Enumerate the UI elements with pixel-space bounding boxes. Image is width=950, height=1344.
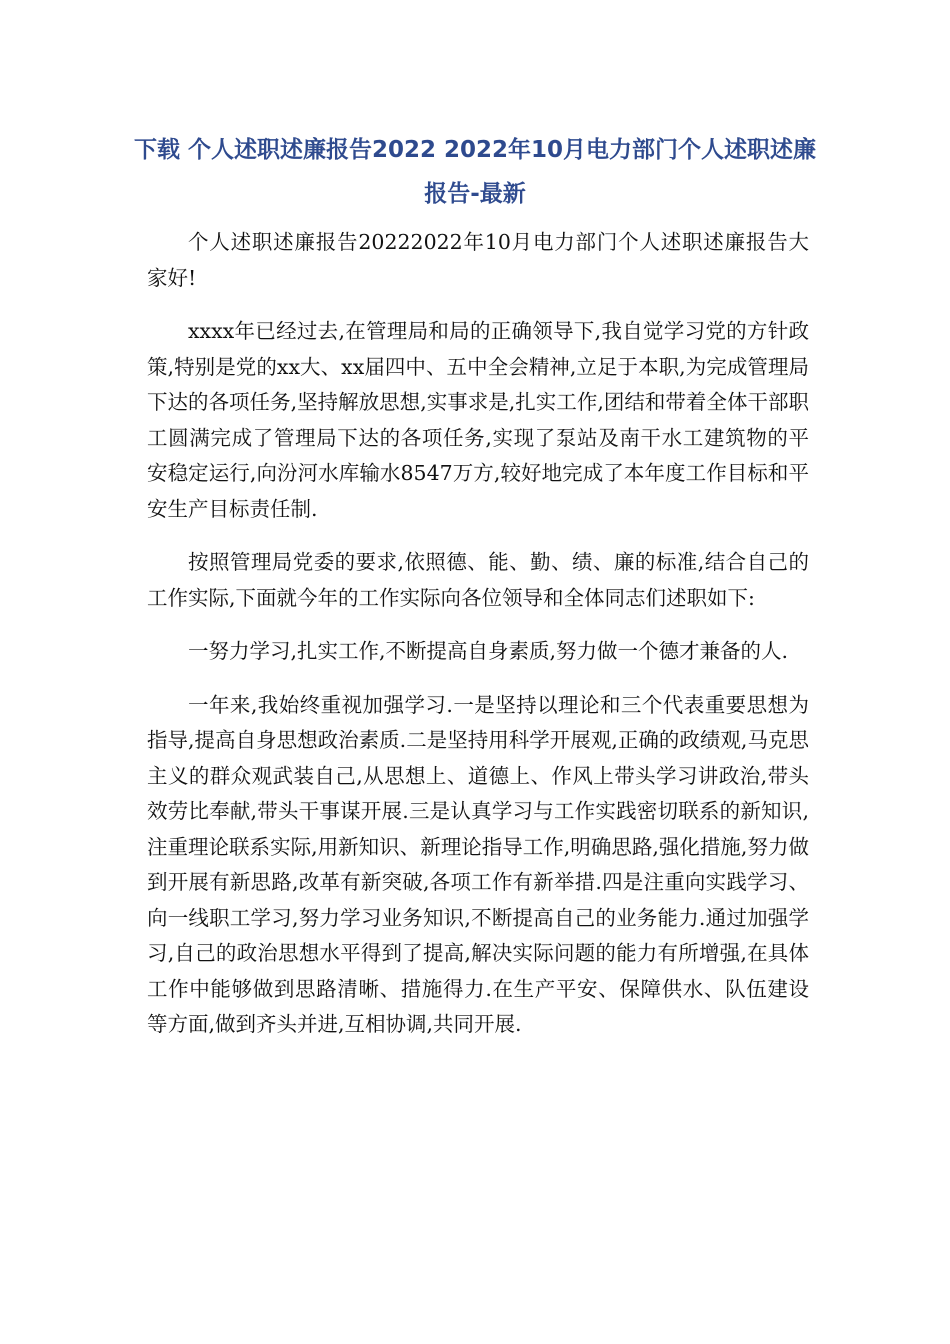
paragraph-section-heading: 一努力学习,扎实工作,不断提高自身素质,努力做一个德才兼备的人. <box>188 639 789 663</box>
document-body <box>147 225 809 1061</box>
document-title: 下载 个人述职述廉报告2022 2022年10月电力部门个人述职述廉报告-最新 <box>133 137 817 207</box>
paragraph-greeting: 个人述职述廉报告20222022年10月电力部门个人述职述廉报告大家好! <box>147 230 809 290</box>
paragraph-summary: xxxx年已经过去,在管理局和局的正确领导下,我自觉学习党的方针政策,特别是党的xx大、xx届四中、五中全会精神,立足于本职,为完成管理局下达的各项任务,坚持解放思想,实事求是,扎实工作,团结和带着全体干部职工圆满完成了管理局下达的各项任务,实现了泵站及南干水工建筑物的平安稳定运行,向汾河水库输水8547万方,较好地完成了本年度工作目标和平安生产目标责任制. <box>147 319 809 521</box>
paragraph-intro: 按照管理局党委的要求,依照德、能、勤、绩、廉的标准,结合自己的工作实际,下面就今年的工作实际向各位领导和全体同志们述职如下: <box>147 550 809 610</box>
paragraph-study: 一年来,我始终重视加强学习.一是坚持以理论和三个代表重要思想为指导,提高自身思想政治素质.二是坚持用科学开展观,正确的政绩观,马克思主义的群众观武装自己,从思想上、道德上、作风上带头学习讲政治,带头效劳比奉献,带头干事谋开展.三是认真学习与工作实践密切联系的新知识,注重理论联系实际,用新知识、新理论指导工作,明确思路,强化措施,努力做到开展有新思路,改革有新突破,各项工作有新举措.四是注重向实践学习、向一线职工学习,努力学习业务知识,不断提高自己的业务能力.通过加强学习,自己的政治思想水平得到了提高,解决实际问题的能力有所增强,在具体工作中能够做到思路清晰、措施得力.在生产平安、保障供水、队伍建设等方面,做到齐头并进,互相协调,共同开展. <box>147 692 809 1036</box>
